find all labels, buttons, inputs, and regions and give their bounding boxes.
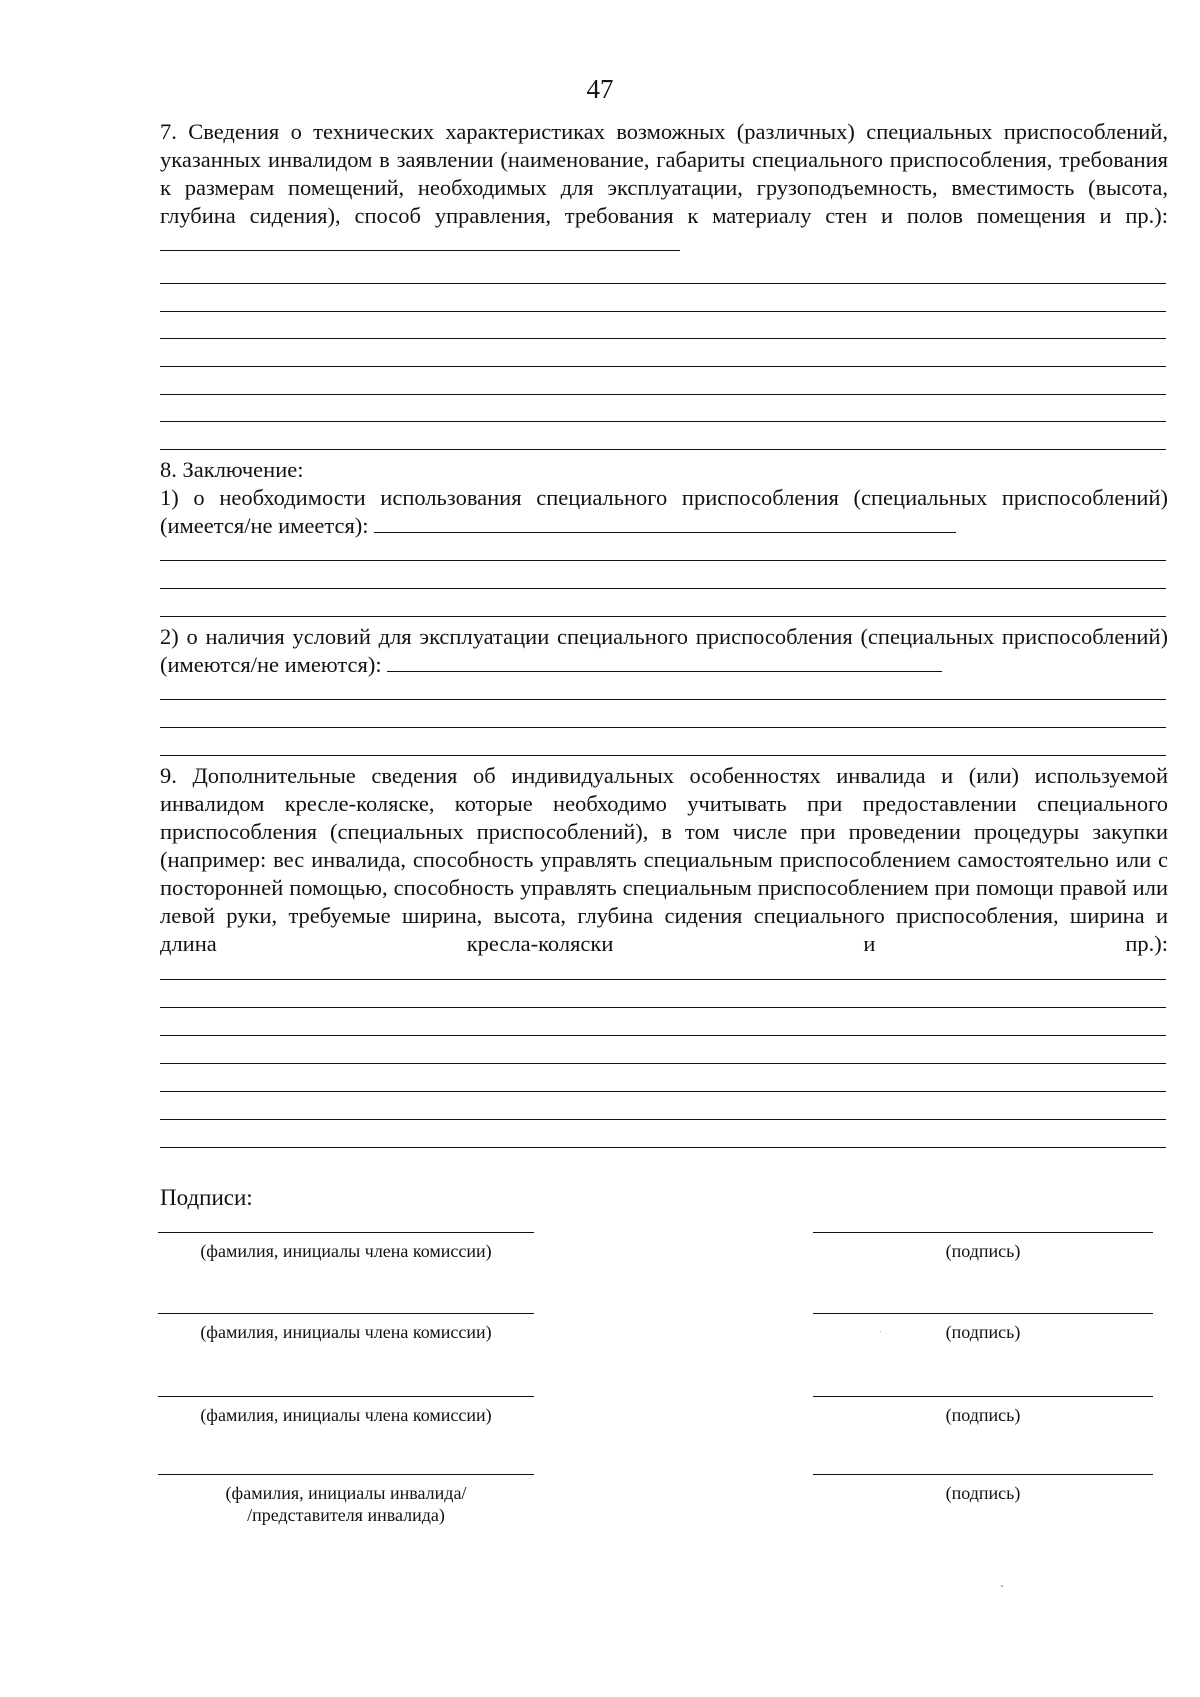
section-8-item-1-answer-line[interactable]: [160, 588, 1166, 589]
section-7-answer-line[interactable]: [160, 311, 1166, 312]
member-name-line[interactable]: [158, 1232, 534, 1233]
section-9-answer-line[interactable]: [160, 1007, 1166, 1008]
section-8-item-2-answer-line[interactable]: [387, 653, 942, 672]
section-9-answer-line[interactable]: [160, 1063, 1166, 1064]
section-7-answer-line[interactable]: [160, 283, 1166, 284]
section-8-heading: 8. Заключение:: [160, 457, 304, 482]
section-7-answer-line[interactable]: [160, 421, 1166, 422]
section-8-item-1-text: [160, 484, 1168, 540]
section-8-item-2-label: 2) о наличия условий для эксплуатации специального приспособления (специальных приспособлений) (имеются/не имеются):: [160, 624, 1168, 677]
section-7-label: 7. Сведения о технических характеристиках возможных (различных) специальных приспособлений, указанных инвалидом в заявлении (наименование, габариты специального приспособления, требования к размерам помещений, необходимых для эксплуатации, грузоподъемность, вместимость (высота, глубина сидения), способ управления, требования к материалу стен и полов помещения и пр.):: [160, 119, 1168, 228]
section-8-item-2-answer-line[interactable]: [160, 755, 1166, 756]
signatures-heading: Подписи:: [160, 1185, 253, 1210]
disabled-person-name-caption: [158, 1482, 534, 1526]
section-8-item-2-answer-line[interactable]: [160, 699, 1166, 700]
signature-caption: (подпись): [945, 1483, 1021, 1503]
member-name-caption: (фамилия, инициалы члена комиссии): [200, 1405, 492, 1425]
section-9-answer-line[interactable]: [160, 1091, 1166, 1092]
disabled-person-name-line[interactable]: [158, 1474, 534, 1475]
member-name-caption: (фамилия, инициалы члена комиссии): [200, 1241, 492, 1261]
section-8-item-1-answer-line[interactable]: [160, 560, 1166, 561]
section-9-answer-line[interactable]: [160, 1035, 1166, 1036]
signature-caption: (подпись): [945, 1241, 1021, 1261]
disabled-person-signature-line[interactable]: [813, 1474, 1153, 1475]
member-signature-line[interactable]: [813, 1396, 1153, 1397]
signature-caption: (подпись): [945, 1322, 1021, 1342]
section-8-item-2-answer-line[interactable]: [160, 727, 1166, 728]
section-7-answer-line[interactable]: [160, 232, 680, 251]
member-name-caption: (фамилия, инициалы члена комиссии): [200, 1322, 492, 1342]
member-name-line[interactable]: [158, 1313, 534, 1314]
signature-caption: (подпись): [945, 1405, 1021, 1425]
section-8-item-2-text: [160, 623, 1168, 679]
disabled-person-caption-line-1: (фамилия, инициалы инвалида/: [225, 1483, 467, 1503]
section-7-answer-line[interactable]: [160, 394, 1166, 395]
section-8-item-1-answer-line[interactable]: [160, 616, 1166, 617]
section-7-answer-line[interactable]: [160, 449, 1166, 450]
member-name-line[interactable]: [158, 1396, 534, 1397]
section-7-answer-line[interactable]: [160, 366, 1166, 367]
section-9-answer-line[interactable]: [160, 1119, 1166, 1120]
section-9-answer-line[interactable]: [160, 979, 1166, 980]
section-9-answer-line[interactable]: [160, 1147, 1166, 1148]
section-8-item-1-answer-line[interactable]: [374, 514, 956, 533]
page-number: 47: [586, 74, 614, 104]
disabled-person-caption-line-2: /представителя инвалида): [247, 1505, 445, 1525]
member-signature-line[interactable]: [813, 1313, 1153, 1314]
section-9-text: 9. Дополнительные сведения об индивидуальных особенностях инвалида и (или) используемой инвалидом кресле-коляске, которые необходимо учитывать при предоставлении специального приспособления (специальных приспособлений), в том числе при проведении процедуры закупки (например: вес инвалида, способность управлять специальным приспособлением самостоятельно или с посторонней помощью, способность управлять специальным приспособлением при помощи правой или левой руки, требуемые ширина, высота, глубина сидения специального приспособления, ширина и длина кресла-коляски и пр.):: [160, 763, 1168, 956]
section-7-answer-line[interactable]: [160, 338, 1166, 339]
scan-speck: [1001, 1585, 1003, 1587]
section-8-item-1-label: 1) о необходимости использования специального приспособления (специальных приспособлений) (имеется/не имеется):: [160, 485, 1168, 538]
member-signature-line[interactable]: [813, 1232, 1153, 1233]
section-7-text: [160, 118, 1168, 258]
scan-speck: [880, 1331, 881, 1332]
